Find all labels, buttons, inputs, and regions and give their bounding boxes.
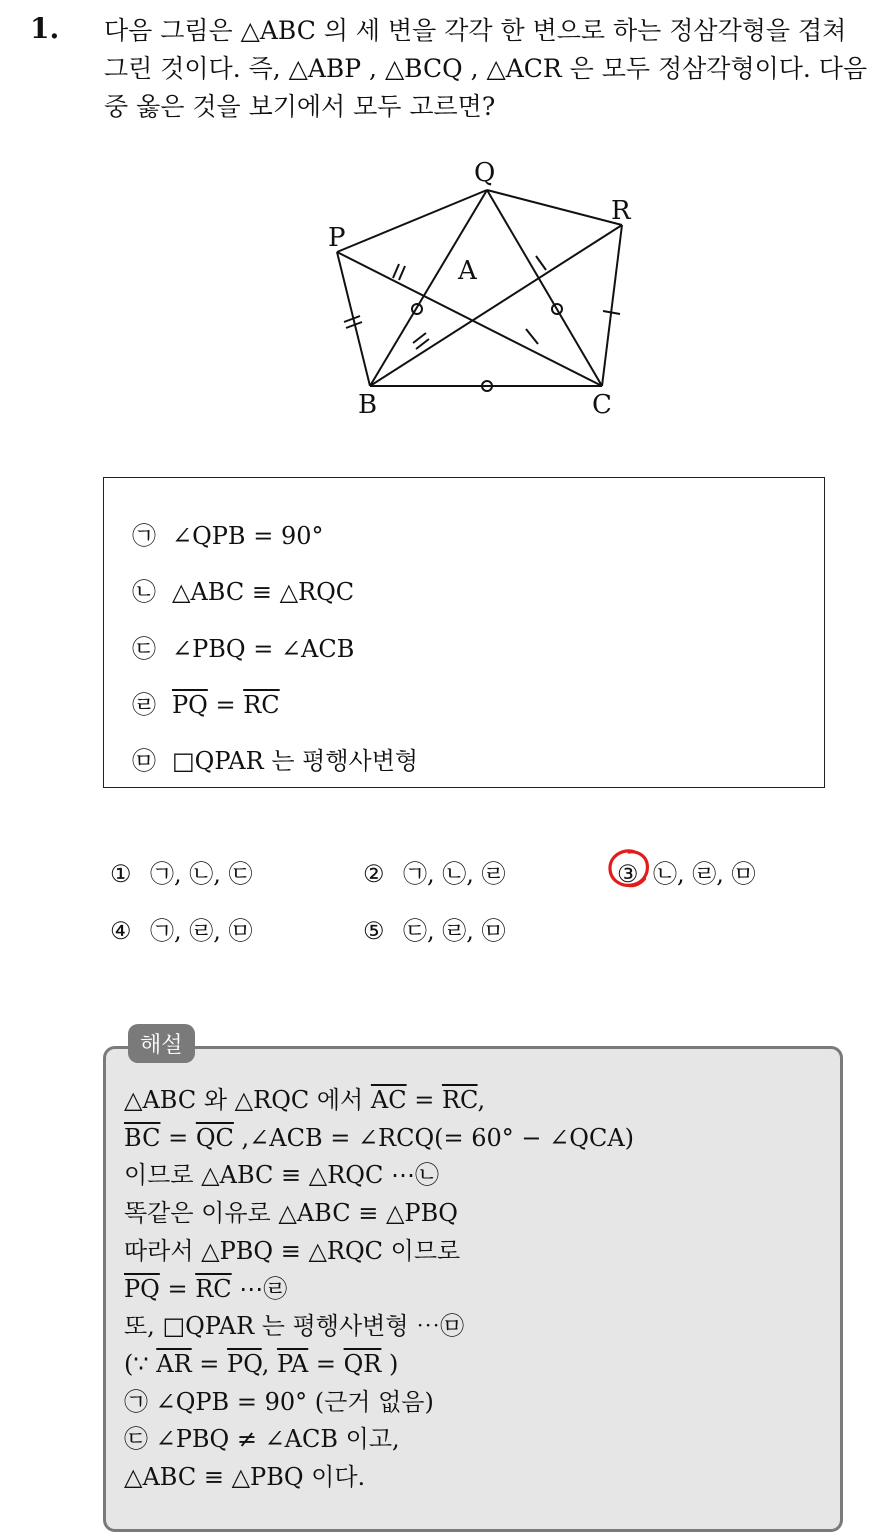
segment-QR: [487, 190, 622, 225]
question-line: 다음 그림은 △ABC 의 세 변을 각각 한 변으로 하는 정삼각형을 겹쳐: [104, 16, 847, 45]
choice-1[interactable]: [110, 854, 253, 889]
overline-segment: $\overline{PQ}$: [124, 1274, 160, 1303]
solution-text-part: ,: [477, 1086, 486, 1114]
solution-text-part: 똑같은 이유로 △ABC ≡ △PBQ: [124, 1199, 458, 1228]
selected-answer-circle-icon: [605, 846, 653, 890]
solution-text-part: =: [160, 1123, 196, 1152]
overline-segment: $\overline{AR}$: [156, 1349, 192, 1378]
statement-text: △ABC ≡ △RQC: [172, 578, 355, 606]
vertex-label-C: C: [592, 390, 612, 420]
overline-segment: $\overline{BC}$: [124, 1123, 161, 1152]
choice-number: ②: [363, 860, 385, 888]
solution-text-part: △ABC 와 △RQC 에서: [124, 1086, 371, 1114]
overline-segment: $\overline{PA}$: [276, 1349, 309, 1378]
statement-marker: ㉢: [132, 635, 156, 663]
choice-4[interactable]: [110, 911, 253, 946]
choice-text: ㉡, ㉣, ㉤: [653, 860, 756, 888]
solution-text-part: =: [159, 1274, 196, 1303]
overline-segment: $\overline{RC}$: [441, 1086, 478, 1114]
statement-text: ∠QPB = 90°: [172, 522, 324, 550]
solution-text-part: 따라서 △PBQ ≡ △RQC 이므로: [124, 1236, 461, 1265]
statement-text: =: [207, 691, 244, 719]
geometry-figure-svg: [300, 150, 660, 430]
solution-text-part: 또, □QPAR 는 평행사변형 ⋯㉤: [124, 1312, 465, 1341]
solution-text-part: =: [191, 1349, 228, 1378]
solution-text-part: (∵: [124, 1349, 157, 1378]
solution-line: [124, 1459, 634, 1497]
solution-line: [124, 1233, 634, 1271]
vertex-label-Q: Q: [474, 158, 496, 188]
overline-segment: $\overline{RC}$: [243, 691, 280, 719]
overline-segment: $\overline{PQ}$: [227, 1349, 262, 1378]
overline-segment: $\overline{PQ}$: [172, 691, 208, 719]
solution-line: [124, 1082, 634, 1120]
solution-text-part: △ABC ≡ △PBQ 이다.: [124, 1463, 366, 1492]
statement-marker: ㉣: [132, 691, 156, 719]
solution-text-part: =: [406, 1086, 442, 1114]
geometry-figure: [300, 150, 660, 430]
solution-text-part: 이므로 △ABC ≡ △RQC ⋯㉡: [124, 1161, 439, 1190]
question-number: 1.: [30, 12, 60, 45]
overline-segment: $\overline{RC}$: [195, 1274, 232, 1303]
overline-segment: $\overline{AC}$: [370, 1086, 407, 1114]
choice-text: ㉠, ㉡, ㉢: [150, 860, 253, 888]
choice-5[interactable]: [363, 911, 506, 946]
statement-5: [132, 741, 418, 776]
choice-number: ④: [110, 917, 132, 945]
choice-text: ㉠, ㉡, ㉣: [403, 860, 506, 888]
solution-text: [124, 1082, 634, 1497]
segment-QB: [370, 190, 487, 386]
statement-marker: ㉡: [132, 578, 156, 606]
solution-text-part: ㉢ ∠PBQ ≠ ∠ACB 이고,: [124, 1425, 400, 1454]
statement-2: [132, 572, 354, 607]
statement-marker: ㉠: [132, 522, 156, 550]
solution-text-part: ,: [261, 1349, 277, 1378]
statement-3: [132, 629, 354, 664]
choice-text: ㉢, ㉣, ㉤: [403, 917, 506, 945]
solution-line: [124, 1384, 634, 1422]
segment-PQ: [337, 190, 487, 252]
solution-line: [124, 1157, 634, 1195]
solution-text-part: ㉠ ∠QPB = 90° (근거 없음): [124, 1387, 434, 1416]
choice-number: ①: [110, 860, 132, 888]
vertex-label-B: B: [358, 390, 378, 420]
solution-line: [124, 1271, 634, 1309]
statement-1: [132, 516, 323, 551]
choice-text: ㉠, ㉣, ㉤: [150, 917, 253, 945]
solution-text-part: ): [381, 1349, 399, 1378]
statement-4: [132, 685, 280, 720]
vertex-label-R: R: [611, 196, 631, 226]
solution-text-part: =: [308, 1349, 344, 1378]
segment-RB: [370, 225, 622, 386]
statement-text: □QPAR 는 평행사변형: [172, 747, 419, 775]
question-line: 그린 것이다. 즉, △ABP , △BCQ , △ACR 은 모두 정삼각형이다. 다음: [104, 54, 868, 83]
question-line: 중 옳은 것을 보기에서 모두 고르면?: [104, 92, 496, 121]
overline-segment: $\overline{QC}$: [195, 1123, 234, 1152]
choice-number: ⑤: [363, 917, 385, 945]
single-tick-marks: [526, 256, 620, 344]
vertex-label-A: A: [458, 256, 477, 286]
vertex-label-P: P: [328, 223, 346, 253]
question-text: [104, 12, 868, 126]
solution-line: [124, 1120, 634, 1158]
solution-text-part: ,∠ACB = ∠RCQ(= 60° − ∠QCA): [233, 1123, 635, 1152]
segment-RC: [602, 225, 622, 386]
solution-text-part: ⋯㉣: [231, 1274, 288, 1303]
solution-line: [124, 1308, 634, 1346]
solution-line: [124, 1195, 634, 1233]
choice-2[interactable]: [363, 854, 506, 889]
solution-line: [124, 1346, 634, 1384]
statements-box: [103, 477, 825, 788]
choice-number: ③: [617, 860, 639, 888]
overline-segment: $\overline{QR}$: [343, 1349, 382, 1378]
solution-line: [124, 1421, 634, 1459]
solution-tab: 해설: [128, 1024, 195, 1063]
statement-marker: ㉤: [132, 747, 156, 775]
statement-text: ∠PBQ = ∠ACB: [172, 635, 355, 663]
